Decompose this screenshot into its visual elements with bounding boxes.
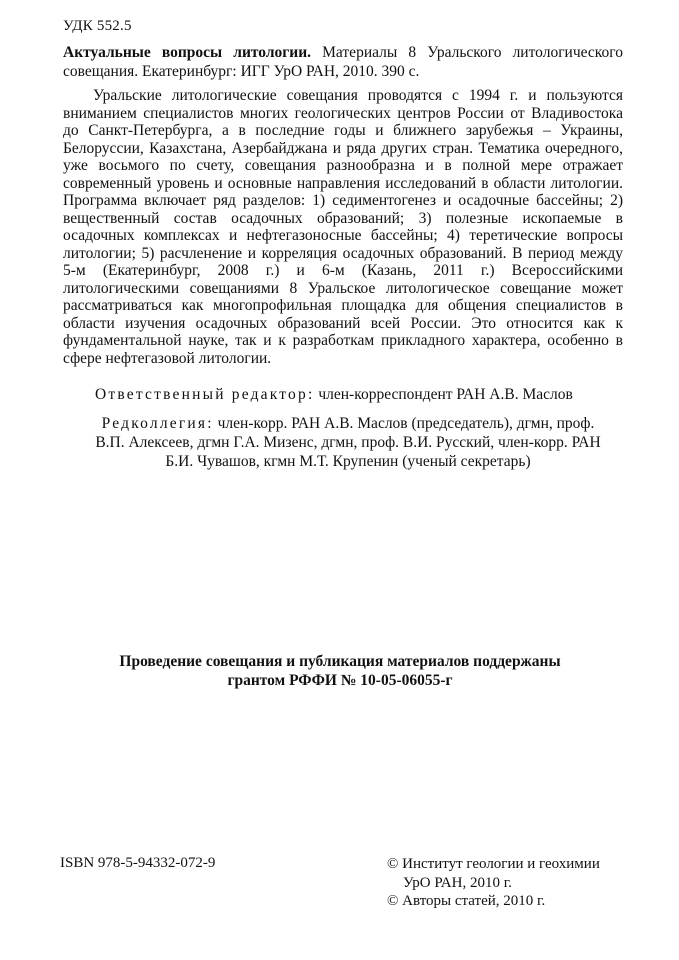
editorial-board-members: член-корр. РАН А.В. Маслов (председатель), дгмн, проф. В.П. Алексеев, дгмн Г.А. Мизенс, дгмн, проф. В.И. Русский, член-корр. РАН Б.И. Чувашов, кгмн М.Т. Крупенин (ученый секретарь)	[95, 415, 601, 470]
responsible-editor-name: член-корреспондент РАН А.В. Маслов	[314, 386, 573, 403]
udk-code: УДК 552.5	[63, 18, 132, 34]
copyright-line-2: УрО РАН, 2010 г.	[403, 874, 512, 891]
responsible-editor	[95, 386, 615, 404]
grant-notice	[60, 652, 620, 690]
isbn: ISBN 978-5-94332-072-9	[60, 855, 216, 871]
grant-line-2: грантом РФФИ № 10-05-06055-г	[227, 672, 453, 689]
editorial-board-label: Редколлегия:	[101, 415, 214, 432]
editorial-board	[88, 414, 608, 471]
book-title: Актуальные вопросы литологии.	[63, 44, 312, 61]
grant-line-1: Проведение совещания и публикация материалов поддержаны	[119, 653, 561, 670]
citation-details: Материалы 8 Уральского литологического совещания. Екатеринбург: ИГГ УрО РАН, 2010. 390 с.	[63, 44, 624, 80]
bibliographic-citation	[63, 43, 623, 81]
copyright-line-1: © Институт геологии и геохимии	[387, 856, 600, 872]
copyright-block	[387, 855, 647, 911]
abstract-paragraph: Уральские литологические совещания проводятся с 1994 г. и пользуются вниманием специалистов многих геологических центров России от Владивостока до Санкт-Петербурга, а в последние годы и ближнего зарубежья – Украины, Белоруссии, Казахстана, Азербайджана и ряда других стран. Тематика очередного, уже восьмого по счету, совещания разнообразна и в полной мере отражает современный уровень и основные направления исследований в области литологии. Программа включает ряд разделов: 1) седиментогенез и осадочные бассейны; 2) вещественный состав осадочных образований; 3) полезные ископаемые в осадочных комплексах и нефтегазоносные бассейны; 4) теретические вопросы литологии; 5) расчленение и корреляция осадочных образований. В период между 5-м (Екатеринбург, 2008 г.) и 6-м (Казань, 2011 г.) Всероссийскими литологическими совещаниями 8 Уральское литологическое совещание может рассматриваться как многопрофильная площадка для общения специалистов в области изучения осадочных образований всей России. Это относится как к фундаментальной науке, так и к разработкам прикладного характера, особенно в сфере нефтегазовой литологии.	[63, 87, 623, 367]
responsible-editor-label: Ответственный редактор:	[95, 386, 315, 403]
copyright-line-3: © Авторы статей, 2010 г.	[387, 893, 546, 909]
